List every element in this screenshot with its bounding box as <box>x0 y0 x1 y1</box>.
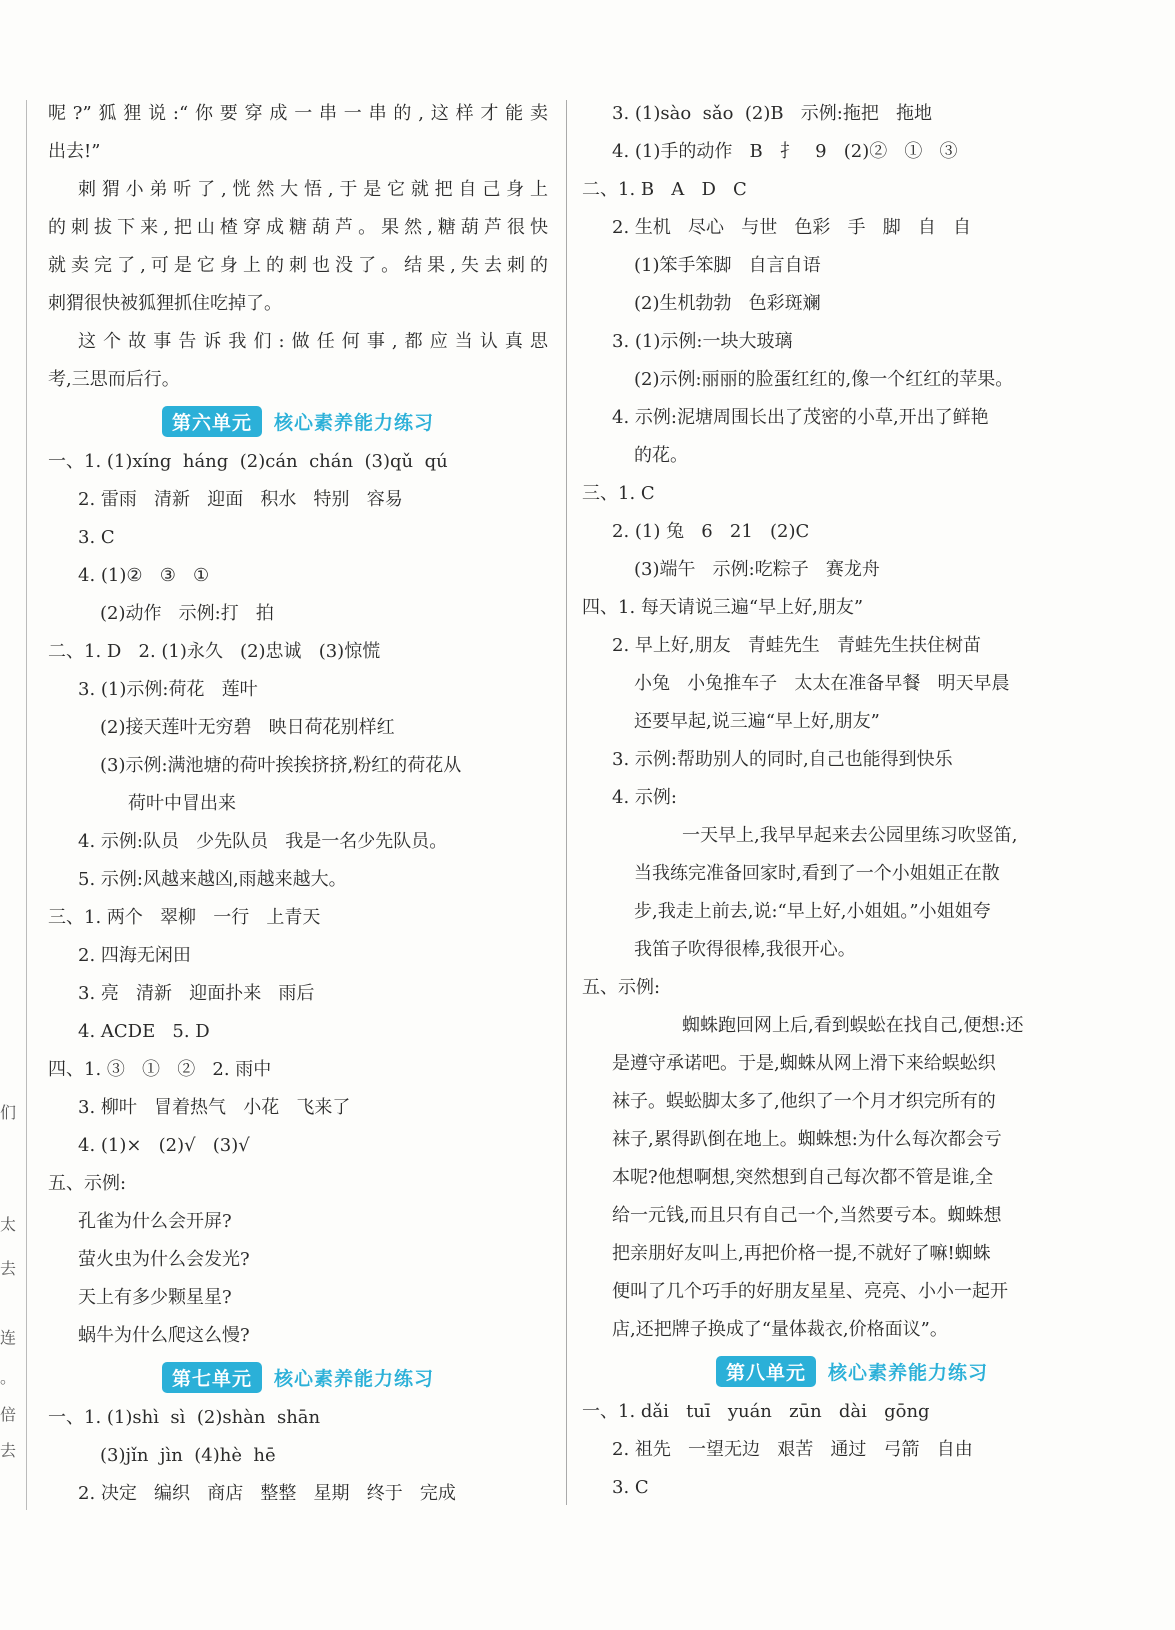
text-line: 4. 示例: <box>612 787 677 808</box>
edge-glyph: 连 <box>0 1328 17 1347</box>
text-line: 2. (1) 兔 6 21 (2)C <box>612 521 810 542</box>
edge-glyph: 们 <box>0 1103 17 1122</box>
unit-badge: 第六单元 <box>162 406 262 437</box>
edge-glyph: 。 <box>0 1368 17 1387</box>
text-line: 二、1. D 2. (1)永久 (2)忠诚 (3)惊慌 <box>48 641 381 662</box>
text-line: 本呢?他想啊想,突然想到自己每次都不管是谁,全 <box>612 1167 994 1188</box>
text-line: 3. (1)示例:荷花 莲叶 <box>78 679 258 700</box>
text-line: 天上有多少颗星星? <box>78 1287 232 1308</box>
text-line: 五、示例: <box>582 977 661 998</box>
unit-title: 核心素养能力练习 <box>274 411 435 434</box>
edge-glyph: 太 <box>0 1215 17 1234</box>
text-line: 刺猬很快被狐狸抓住吃掉了。 <box>48 293 282 314</box>
text-line: 2. 决定 编织 商店 整整 星期 终于 完成 <box>78 1483 456 1504</box>
text-line: 3. C <box>78 527 115 548</box>
unit-heading <box>48 399 548 443</box>
unit-badge: 第八单元 <box>716 1356 816 1387</box>
column-divider <box>566 100 567 1505</box>
text-line: 袜子。蜈蚣脚太多了,他织了一个月才织完所有的 <box>612 1091 996 1112</box>
text-line: 4. (1)② ③ ① <box>78 565 210 586</box>
text-line: 2. 生机 尽心 与世 色彩 手 脚 自 自 <box>612 217 972 238</box>
text-line: 3. 亮 清新 迎面扑来 雨后 <box>78 983 315 1004</box>
text-line: 一天早上,我早早起来去公园里练习吹竖笛, <box>682 825 1018 846</box>
unit-badge: 第七单元 <box>162 1362 262 1393</box>
text-line: 萤火虫为什么会发光? <box>78 1249 250 1270</box>
text-line: 5. 示例:风越来越凶,雨越来越大。 <box>78 869 347 890</box>
text-line: 店,还把牌子换成了“量体裁衣,价格面议”。 <box>612 1319 948 1340</box>
text-line: (2)动作 示例:打 拍 <box>100 603 274 624</box>
text-line: 蜗牛为什么爬这么慢? <box>78 1325 250 1346</box>
text-line: 3. C <box>612 1477 649 1498</box>
text-line: 荷叶中冒出来 <box>128 793 236 814</box>
text-line: 四、1. ③ ① ② 2. 雨中 <box>48 1059 272 1080</box>
text-line: 2. 四海无闲田 <box>78 945 191 966</box>
text-line: 的刺拔下来,把山楂穿成糖葫芦。果然,糖葫芦很快 <box>48 217 548 238</box>
text-line: 便叫了几个巧手的好朋友星星、亮亮、小小一起开 <box>612 1281 1008 1302</box>
text-line: 出去!” <box>48 141 101 162</box>
text-line: 一、1. (1)shì sì (2)shàn shān <box>48 1407 321 1428</box>
unit-title: 核心素养能力练习 <box>828 1361 989 1384</box>
text-line: 三、1. 两个 翠柳 一行 上青天 <box>48 907 321 928</box>
text-line: 还要早起,说三遍“早上好,朋友” <box>634 711 880 732</box>
text-line: 小兔 小兔推车子 太太在准备早餐 明天早晨 <box>634 673 1010 694</box>
left-column <box>48 95 548 1513</box>
text-line: 袜子,累得趴倒在地上。蜘蛛想:为什么每次都会亏 <box>612 1129 1002 1150</box>
text-line: 一、1. (1)xíng háng (2)cán chán (3)qǔ qú <box>48 451 448 472</box>
text-line: 考,三思而后行。 <box>48 369 180 390</box>
text-line: (2)生机勃勃 色彩斑斓 <box>634 293 821 314</box>
text-line: 是遵守承诺吧。于是,蜘蛛从网上滑下来给蜈蚣织 <box>612 1053 996 1074</box>
text-line: 这个故事告诉我们:做任何事,都应当认真思 <box>78 331 548 352</box>
text-line: 4. ACDE 5. D <box>78 1021 210 1042</box>
text-line: (3)端午 示例:吃粽子 赛龙舟 <box>634 559 880 580</box>
text-line: (1)笨手笨脚 自言自语 <box>634 255 821 276</box>
text-line: 四、1. 每天请说三遍“早上好,朋友” <box>582 597 864 618</box>
text-line: 我笛子吹得很棒,我很开心。 <box>634 939 856 960</box>
text-line: 给一元钱,而且只有自己一个,当然要亏本。蜘蛛想 <box>612 1205 1002 1226</box>
text-line: 三、1. C <box>582 483 655 504</box>
text-line: 3. (1)sào sǎo (2)B 示例:拖把 拖地 <box>612 103 933 124</box>
text-line: 4. (1)× (2)√ (3)√ <box>78 1135 250 1156</box>
text-line: 一、1. dǎi tuī yuán zūn dài gōng <box>582 1401 930 1422</box>
left-margin-line <box>26 100 27 1510</box>
edge-glyph: 去 <box>0 1259 17 1278</box>
right-column <box>582 95 1122 1507</box>
text-line: 的花。 <box>634 445 688 466</box>
text-line: 3. (1)示例:一块大玻璃 <box>612 331 793 352</box>
unit-heading <box>582 1349 1122 1393</box>
edge-glyph: 倍 <box>0 1405 17 1424</box>
text-line: (2)示例:丽丽的脸蛋红红的,像一个红红的苹果。 <box>634 369 1014 390</box>
text-line: (3)jǐn jìn (4)hè hē <box>100 1445 276 1466</box>
text-line: 步,我走上前去,说:“早上好,小姐姐。”小姐姐夸 <box>634 901 991 922</box>
text-line: 刺猬小弟听了,恍然大悟,于是它就把自己身上 <box>78 179 548 200</box>
unit-title: 核心素养能力练习 <box>274 1367 435 1390</box>
text-line: 就卖完了,可是它身上的刺也没了。结果,失去刺的 <box>48 255 548 276</box>
text-line: 二、1. B A D C <box>582 179 747 200</box>
text-line: 2. 雷雨 清新 迎面 积水 特别 容易 <box>78 489 403 510</box>
unit-heading <box>48 1355 548 1399</box>
text-line: 4. (1)手的动作 B 扌 9 (2)② ① ③ <box>612 141 958 162</box>
edge-glyph: 去 <box>0 1441 17 1460</box>
text-line: 当我练完准备回家时,看到了一个小姐姐正在散 <box>634 863 1000 884</box>
text-line: 蜘蛛跑回网上后,看到蜈蚣在找自己,便想:还 <box>682 1015 1024 1036</box>
text-line: (2)接天莲叶无穷碧 映日荷花别样红 <box>100 717 395 738</box>
text-line: 2. 早上好,朋友 青蛙先生 青蛙先生扶住树苗 <box>612 635 981 656</box>
text-line: 4. 示例:队员 少先队员 我是一名少先队员。 <box>78 831 448 852</box>
text-line: 3. 柳叶 冒着热气 小花 飞来了 <box>78 1097 351 1118</box>
text-line: 4. 示例:泥塘周围长出了茂密的小草,开出了鲜艳 <box>612 407 989 428</box>
text-line: 五、示例: <box>48 1173 127 1194</box>
text-line: 呢?”狐狸说:“你要穿成一串一串的,这样才能卖 <box>48 103 548 124</box>
text-line: 3. 示例:帮助别人的同时,自己也能得到快乐 <box>612 749 953 770</box>
text-line: 2. 祖先 一望无边 艰苦 通过 弓箭 自由 <box>612 1439 973 1460</box>
text-line: (3)示例:满池塘的荷叶挨挨挤挤,粉红的荷花从 <box>100 755 462 776</box>
text-line: 把亲朋好友叫上,再把价格一提,不就好了嘛!蜘蛛 <box>612 1243 991 1264</box>
text-line: 孔雀为什么会开屏? <box>78 1211 232 1232</box>
